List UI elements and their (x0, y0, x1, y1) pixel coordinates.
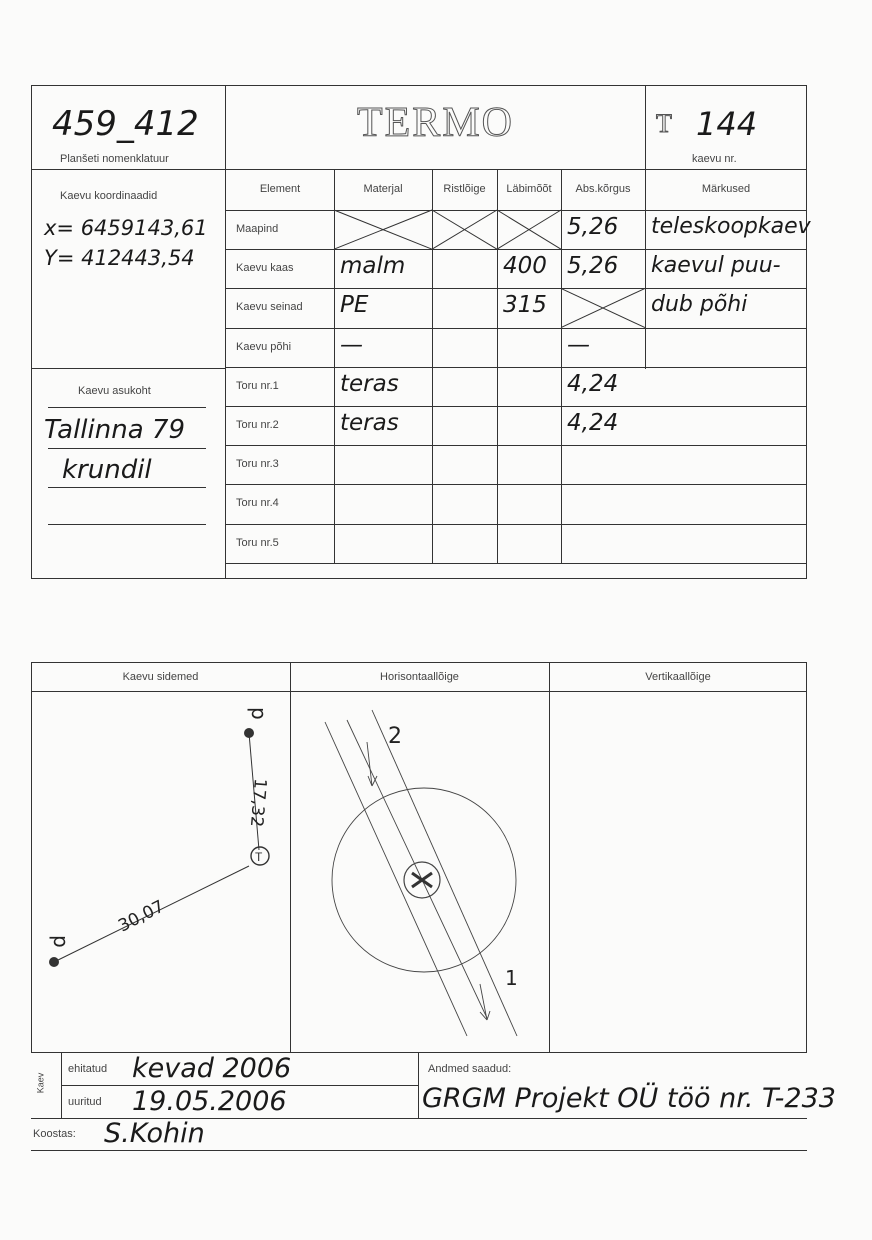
location-line2: krundil (62, 455, 152, 485)
well-prefix: T (656, 109, 674, 138)
table-cell-element: Toru nr.3 (236, 458, 279, 471)
built-label: ehitatud (68, 1063, 108, 1075)
tie-bottom-label: p (49, 935, 73, 948)
card-title: TERMO (357, 100, 514, 146)
table-cell-material: PE (340, 292, 369, 319)
location-label: Kaevu asukoht (78, 385, 151, 397)
table-header-3: Läbimõõt (506, 183, 552, 195)
table-cell-element: Kaevu põhi (236, 340, 292, 353)
tie-point-top-icon (245, 729, 254, 738)
table-cell-material: teras (340, 410, 399, 436)
footer-side-label: Kaev (35, 1072, 46, 1094)
table-cell-element: Toru nr.5 (236, 536, 279, 549)
horizontal-drawing (325, 710, 517, 1036)
pipe-label-1: 1 (505, 966, 518, 990)
ties-drawing (50, 729, 270, 967)
coord-x: x= 6459143,61 (44, 216, 208, 240)
table-cell-notes: teleskoopkaev (651, 214, 811, 239)
table-cell-material: — (340, 331, 363, 358)
table-header-4: Abs.kõrgus (575, 183, 631, 195)
table-header-0: Element (259, 183, 301, 195)
table-cell-abs: 5,26 (567, 214, 619, 240)
section-ties: Kaevu sidemed (122, 671, 199, 683)
section-horizontal: Horisontaallõige (380, 671, 459, 683)
table-cell-diameter: 315 (503, 292, 547, 319)
table-cell-abs: — (567, 331, 590, 358)
table-cell-abs: 5,26 (567, 253, 619, 280)
table-cell-material: malm (340, 253, 406, 280)
table-cell-element: Toru nr.2 (236, 419, 279, 431)
tie-distance-1: 17,32 (245, 777, 270, 828)
well-symbol-label: T (255, 850, 263, 864)
nomenclature-value: 459_412 (52, 104, 199, 144)
section-vertical: Vertikaallõige (645, 671, 711, 683)
tie-top-label: p (247, 707, 271, 720)
coords-label: Kaevu koordinaadid (60, 190, 158, 202)
pipe-label-2: 2 (388, 724, 402, 749)
table-cell-diameter: 400 (503, 253, 547, 280)
table-cell-element: Toru nr.4 (236, 497, 279, 510)
table-header-1: Materjal (363, 183, 403, 195)
table-cell-element: Kaevu kaas (236, 262, 294, 275)
table-cell-notes: kaevul puu- (651, 253, 781, 279)
hatch-icon (412, 873, 432, 887)
table-cell-element: Maapind (236, 223, 279, 235)
table-cell-abs: 4,24 (567, 370, 619, 397)
data-source-label: Andmed saadud: (428, 1063, 512, 1075)
compiler-value: S.Kohin (104, 1118, 205, 1149)
well-number-label: kaevu nr. (692, 153, 737, 165)
tie-distance-2: 30,07 (115, 896, 168, 937)
well-number: 144 (696, 105, 758, 143)
table-cell-material: teras (340, 370, 399, 397)
surveyed-value: 19.05.2006 (132, 1086, 287, 1117)
coord-y: Y= 412443,54 (44, 246, 195, 270)
nomenclature-label: Planšeti nomenklatuur (60, 153, 169, 165)
table-cell-element: Toru nr.1 (236, 379, 279, 392)
table-header-2: Ristlõige (443, 183, 486, 195)
built-value: kevad 2006 (132, 1053, 292, 1084)
compiler-label: Koostas: (33, 1128, 76, 1140)
table-cell-element: Kaevu seinad (236, 301, 303, 314)
table-header-5: Märkused (701, 183, 751, 195)
tie-point-bottom-icon (50, 958, 59, 967)
location-line1: Tallinna 79 (44, 415, 185, 445)
surveyed-label: uuritud (68, 1096, 102, 1108)
data-source-value: GRGM Projekt OÜ töö nr. T-233 (422, 1083, 836, 1114)
table-cell-abs: 4,24 (567, 410, 619, 436)
table-cell-notes: dub põhi (651, 292, 748, 318)
